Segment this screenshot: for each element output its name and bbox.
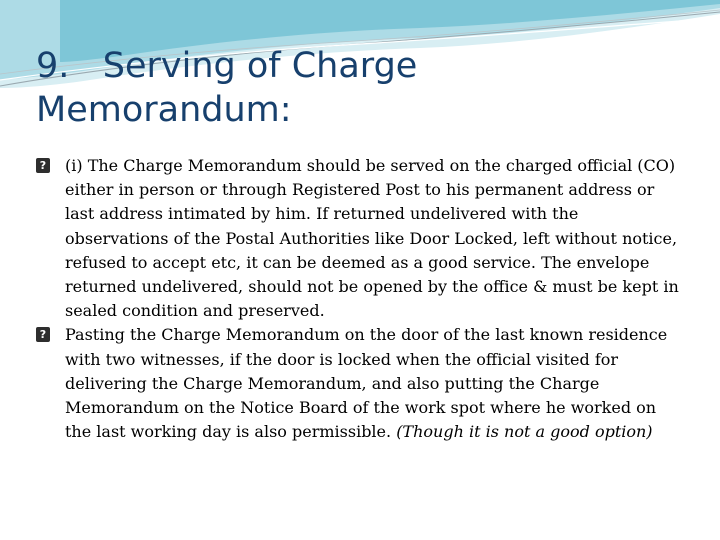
bullet-item-1 bbox=[36, 154, 684, 323]
title-line-1: 9. Serving of Charge bbox=[36, 46, 418, 86]
bullet-item-2 bbox=[36, 323, 684, 444]
missing-glyph-box-icon: ? bbox=[36, 158, 50, 173]
slide-title bbox=[36, 44, 676, 132]
title-line-2: Memorandum: bbox=[36, 90, 292, 130]
slide-body bbox=[36, 154, 684, 444]
bullet-text-1: (i) The Charge Memorandum should be served on the charged official (CO) either in person or through Registered Post to his permanent address or last address intimated by him. If returned undelivered with the observations of the Postal Authorities like Door Locked, left without notice, refused to accept etc, it can be deemed as a good service. The envelope returned undelivered, should not be opened by the office & must be kept in sealed condition and preserved. bbox=[65, 156, 679, 321]
missing-glyph-box-icon: ? bbox=[36, 327, 50, 342]
bullet-text-2: Pasting the Charge Memorandum on the door of the last known residence with two witnesses, if the door is locked when the official visited for delivering the Charge Memorandum, and also putting the Charge Memorandum on the Notice Board of the work spot where he worked on the last working day is also permissible. bbox=[65, 325, 668, 442]
bullet-emphasis: (Though it is not a good option) bbox=[396, 422, 653, 442]
